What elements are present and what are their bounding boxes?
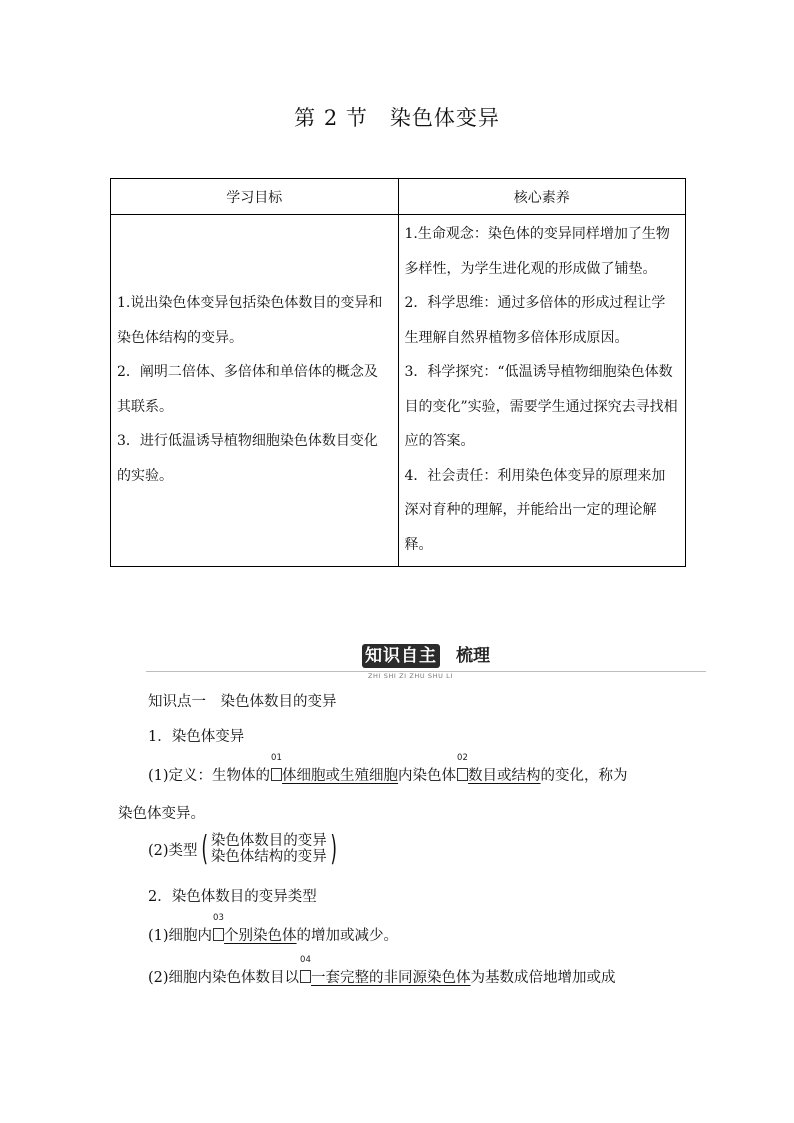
banner-pinyin: ZHI SHI ZI ZHU SHU LI bbox=[368, 672, 453, 680]
objective-item: 1.说出染色体变异包括染色体数目的变异和染色体结构的变异。 bbox=[117, 295, 383, 346]
type-list bbox=[211, 833, 327, 865]
right-paren: ) bbox=[330, 829, 337, 869]
section-banner bbox=[146, 640, 706, 684]
literacy-item: 2．科学思维：通过多倍体的形成过程让学生理解自然界植物多倍体形成原因。 bbox=[404, 295, 666, 346]
page-title bbox=[0, 102, 794, 132]
point-1-line: (1)细胞内 03 个别染色体的增加或减少。 bbox=[148, 913, 399, 944]
objective-item: 2．阐明二倍体、多倍体和单倍体的概念及其联系。 bbox=[117, 364, 378, 415]
heading-2: 2．染色体数目的变异类型 bbox=[148, 889, 317, 905]
type-item: 染色体数目的变异 bbox=[210, 833, 327, 849]
header-objectives: 学习目标 bbox=[111, 179, 399, 215]
blank-box bbox=[300, 955, 311, 983]
objectives-table bbox=[110, 178, 686, 567]
literacy-item: 4．社会责任：利用染色体变异的原理来加深对育种的理解，并能给出一定的理论解释。 bbox=[404, 467, 666, 553]
heading-1: 1．染色体变异 bbox=[148, 729, 245, 745]
blank-box bbox=[457, 753, 468, 781]
answer-blank: 一套完整的非同源染色体 bbox=[311, 970, 471, 986]
left-paren: ( bbox=[200, 829, 208, 869]
literacy-item: 3．科学探究：“低温诱导植物细胞染色体数目的变化”实验，需要学生通过探究去寻找相应的答案。 bbox=[404, 364, 678, 449]
type-item: 染色体结构的变异 bbox=[210, 849, 327, 865]
answer-blank: 数目或结构 bbox=[468, 768, 541, 784]
definition-continued: 染色体变异。 bbox=[118, 806, 205, 822]
type-line: (2)类型 ( 染色体数目的变异 染色体结构的变异 ) bbox=[148, 829, 337, 869]
definition-line: (1)定义：生物体的 01 体细胞或生殖细胞内染色体 02 数目或结构的变化，称为 bbox=[148, 753, 628, 784]
banner-highlight: 知识自主 bbox=[362, 644, 440, 668]
section-name: 染色体变异 bbox=[389, 106, 500, 130]
answer-blank: 个别染色体 bbox=[224, 928, 297, 944]
section-number: 第 2 节 bbox=[294, 106, 368, 130]
blank-box bbox=[213, 913, 224, 941]
knowledge-point-title: 知识点一 染色体数目的变异 bbox=[148, 694, 337, 710]
literacy-item: 1.生命观念：染色体的变异同样增加了生物多样性，为学生进化观的形成做了铺垫。 bbox=[404, 226, 670, 277]
blank-number: 04 bbox=[300, 955, 311, 965]
header-literacy: 核心素养 bbox=[398, 179, 686, 215]
blank-number: 02 bbox=[457, 753, 468, 763]
point-2-line: (2)细胞内染色体数目以 04 一套完整的非同源染色体为基数成倍地增加或成 bbox=[148, 955, 616, 986]
blank-box bbox=[271, 753, 282, 781]
objectives-cell bbox=[111, 215, 399, 567]
banner-text: 梳理 bbox=[456, 646, 490, 666]
answer-blank: 体细胞或生殖细胞 bbox=[282, 768, 399, 784]
literacy-cell bbox=[398, 215, 686, 567]
objective-item: 3．进行低温诱导植物细胞染色体数目变化的实验。 bbox=[117, 433, 378, 484]
blank-number: 01 bbox=[271, 753, 282, 763]
blank-number: 03 bbox=[213, 913, 224, 923]
